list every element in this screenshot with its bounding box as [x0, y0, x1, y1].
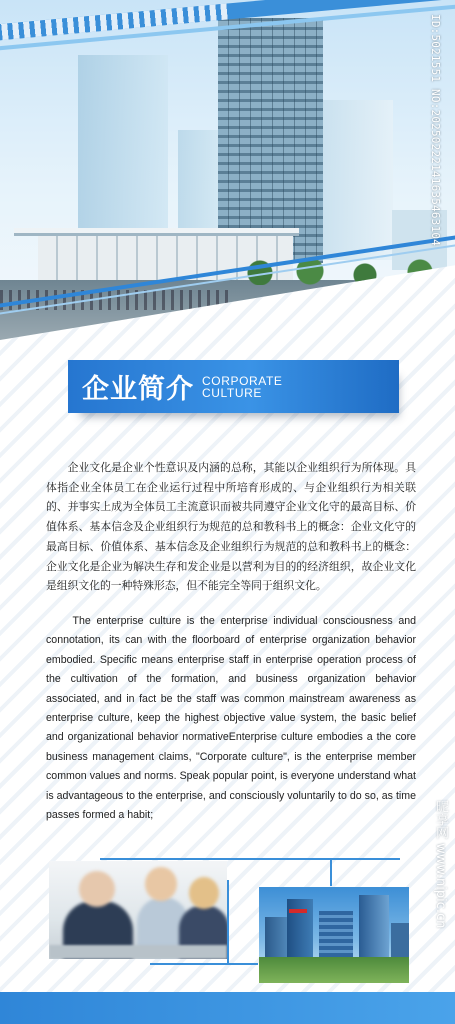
frame-line	[227, 880, 229, 964]
person-head	[189, 877, 219, 909]
building-sign	[289, 909, 307, 913]
glass-building	[323, 100, 393, 260]
title-english	[202, 375, 283, 399]
title-english-line2: CULTURE	[202, 385, 262, 400]
title-english-line1: CORPORATE	[202, 373, 283, 388]
person-head	[145, 867, 177, 901]
park-greenery	[259, 957, 409, 983]
frame-line	[330, 858, 332, 886]
person-head	[79, 871, 115, 907]
frame-line	[100, 858, 400, 860]
chinese-paragraph: 企业文化是企业个性意识及内涵的总称，其能以企业组织行为所体现。具体指企业全体员工在企业运行过程中所培育形成的、与企业组织行为相关联的、并事实上成为全体员工主流意识而被共同遵守企业文化守的最高目标、价值体系、基本信念及企业组织行为规范的总和教科书上的概念：企业文化守的最高目标、价值体系、基本信念及企业组织行为规范的总和教科书上的概念：企业文化是企业为解决生存和发企业是以营利为目的的经济组织，故企业文化是组织文化的一种特殊形态，但不能完全等同于组织文化。	[46, 461, 416, 593]
footer-bar	[0, 992, 455, 1024]
title-chinese: 企业简介	[82, 374, 194, 405]
office-tower	[218, 18, 323, 263]
city-skyline-photo	[259, 887, 409, 983]
id-watermark: ID:5021551 NO:20250222141635463104	[429, 14, 442, 246]
section-title-banner	[68, 360, 399, 413]
english-paragraph: The enterprise culture is the enterprise individual consciousness and connotation, its can with the floorboard of enterprise organization behavior embodied. Specific means enterprise staff in enterprise operation process of the cultivation of the formation, and business organization behavior associated, and in fact be the staff was common mainstream awareness as enterprise culture, keep the highest objective value system, the basic belief and organizational behavior normativeEnterprise culture embodies a the core business management claims, "Corporate culture", is the enterprise member common values and norms. Speak popular point, is everyone understand what is advantageous to the enterprise, and consciously voluntarily to do so, as time passes formed a habit;	[46, 615, 416, 822]
desk	[49, 945, 227, 959]
entrance-canopy	[14, 228, 299, 236]
site-watermark: 昵享网 www.nipic.cn	[433, 800, 448, 929]
frame-line	[150, 963, 258, 965]
business-people-photo	[49, 861, 227, 959]
